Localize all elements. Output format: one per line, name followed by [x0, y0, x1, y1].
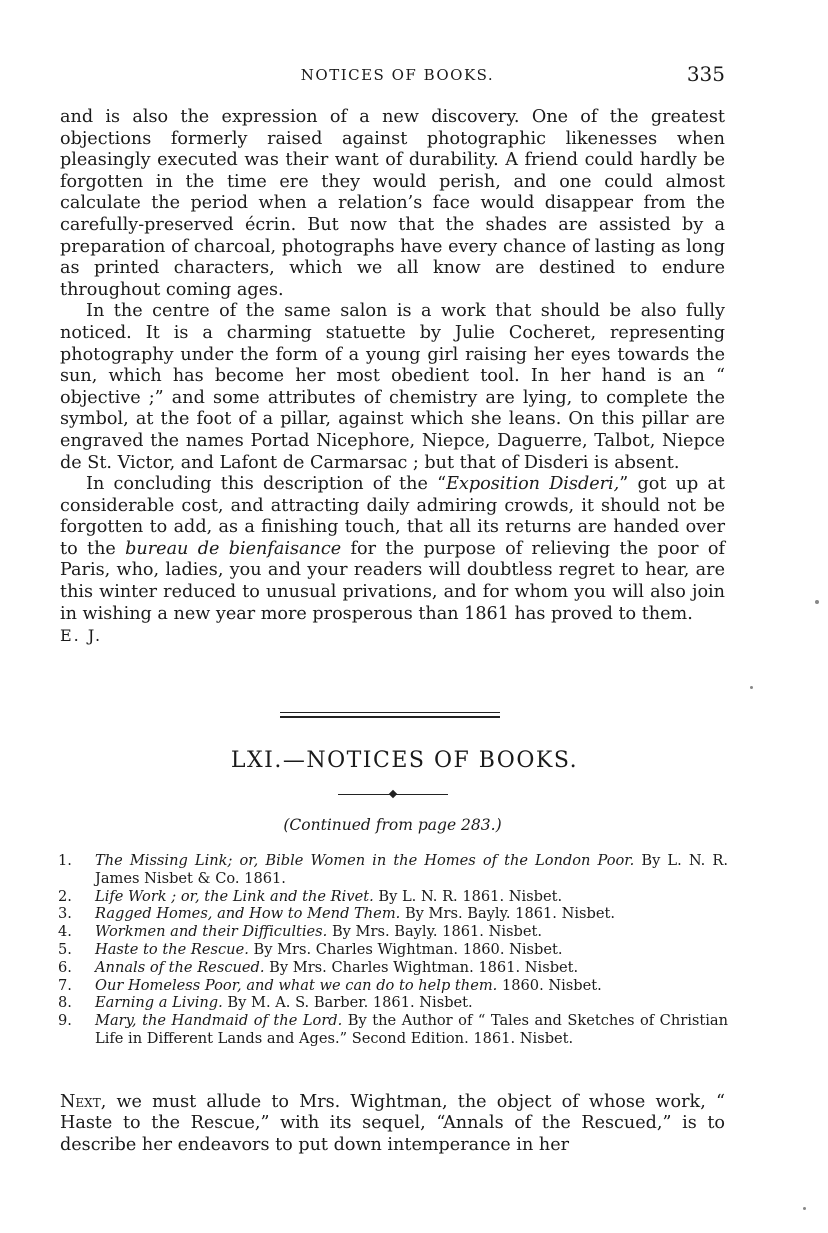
running-header: [60, 62, 725, 88]
book-item: [58, 888, 728, 906]
book-title: Annals of the Rescued.: [95, 958, 265, 976]
book-item: [58, 1012, 728, 1048]
next-body: we must allude to Mrs. Wightman, the object of whose work, “ Haste to the Rescue,” with its sequel, “Annals of the Rescued,” is to describe her endeavors to put down intemperance in her: [60, 1091, 725, 1155]
book-details: By L. N. R. 1861. Nisbet.: [373, 887, 563, 905]
book-number: 9.: [58, 1012, 72, 1030]
next-lead-word: Next,: [60, 1091, 107, 1112]
book-list: [58, 852, 728, 1048]
book-number: 6.: [58, 958, 72, 976]
book-details: By Mrs. Charles Wightman. 1861. Nisbet.: [264, 958, 579, 976]
book-title: Ragged Homes, and How to Mend Them.: [95, 905, 401, 923]
section-divider-thin: [280, 712, 500, 713]
book-item: [58, 959, 728, 977]
book-item: [58, 923, 728, 941]
book-details: 1860. Nisbet.: [497, 976, 602, 994]
section-divider-thick: [280, 716, 500, 718]
p3-bureau-phrase: bureau de bienfaisance: [125, 538, 342, 559]
book-details: By Mrs. Bayly. 1861. Nisbet.: [327, 923, 542, 941]
book-title: Earning a Living.: [95, 994, 223, 1012]
book-title: Our Homeless Poor, and what we can do to help them.: [95, 976, 498, 994]
book-title: Mary, the Handmaid of the Lord.: [95, 1012, 343, 1030]
book-title: The Missing Link; or, Bible Women in the Homes of the London Poor.: [95, 852, 635, 869]
book-number: 3.: [58, 905, 72, 923]
book-details: By L. N. R. James Nisbet & Co. 1861.: [95, 852, 728, 887]
margin-speck: [803, 1207, 806, 1210]
article-text: [60, 107, 725, 647]
book-title: Haste to the Rescue.: [95, 940, 249, 958]
continued-note: [60, 816, 725, 834]
book-number: 4.: [58, 923, 72, 941]
paragraph-1: and is also the expression of a new discovery. One of the greatest objections formerly raised against photographic likenesses when pleasingly executed was their want of durability. A friend could hardly be forgotten in the time ere they would perish, and one could almost calculate the period when a relation’s face would disappear from the carefully-preserved écrin. But now that the shades are assisted by a preparation of charcoal, photographs have every chance of lasting as long as printed characters, which we all know are destined to endure throughout coming ages.: [60, 107, 725, 300]
page-number: 335: [686, 62, 725, 86]
continued-text: (Continued from page 283.): [283, 816, 502, 834]
book-item: [58, 941, 728, 959]
book-number: 8.: [58, 994, 72, 1012]
book-item: [58, 905, 728, 923]
book-item: [58, 852, 728, 888]
book-number: 5.: [58, 940, 72, 958]
running-title: NOTICES OF BOOKS.: [300, 66, 495, 84]
book-item: [58, 977, 728, 995]
book-number: 1.: [58, 852, 72, 869]
paragraph-3: [60, 474, 725, 625]
next-paragraph: [60, 1092, 725, 1157]
book-number: 2.: [58, 887, 72, 905]
book-details: By Mrs. Charles Wightman. 1860. Nisbet.: [248, 940, 563, 958]
signature: E. J.: [60, 626, 103, 646]
p3-part-e: for the purpose of relieving the poor of Paris, who, ladies, you and your readers will doubtless regret to hear, are this winter reduced to unusual privations, and for whom you will also join in wishing a new year more prosperous than 1861 has proved to them.: [60, 538, 725, 624]
section-title: LXI.—NOTICES OF BOOKS.: [230, 748, 579, 773]
book-details: By M. A. S. Barber. 1861. Nisbet.: [222, 994, 473, 1012]
ornament-divider: [338, 792, 448, 798]
book-details: By the Author of “ Tales and Sketches of Christian Life in Different Lands and Ages.” Second Edition. 1861. Nisbet.: [95, 1012, 728, 1047]
paragraph-2: In the centre of the same salon is a work that should be also fully noticed. It is a charming statuette by Julie Cocheret, representing photography under the form of a young girl raising her eyes towards the sun, which has become her most obedient tool. In her hand is an “ objective ;” and some attributes of chemistry are lying, to complete the symbol, at the foot of a pillar, against which she leans. On this pillar are engraved the names Portad Nicephore, Niepce, Daguerre, Talbot, Niepce de St. Victor, and Lafont de Carmarsac ; but that of Disderi is absent.: [60, 301, 725, 473]
p3-part-a: In concluding this description of the “: [86, 474, 447, 495]
book-title: Workmen and their Difficulties.: [95, 923, 328, 941]
p3-exposition-title: Exposition Disderi,: [446, 474, 620, 495]
margin-speck: [750, 686, 753, 689]
p3-part-c: ” got up at considerable cost, and attracting daily admiring crowds, it should not be forgotten to add, as a finishing touch, that all its returns are handed over to the: [60, 474, 725, 559]
book-item: [58, 994, 728, 1012]
book-title: Life Work ; or, the Link and the Rivet.: [95, 887, 374, 905]
margin-speck: [815, 600, 819, 604]
book-number: 7.: [58, 976, 72, 994]
book-details: By Mrs. Bayly. 1861. Nisbet.: [400, 905, 615, 923]
ornament-diamond: [389, 790, 397, 798]
